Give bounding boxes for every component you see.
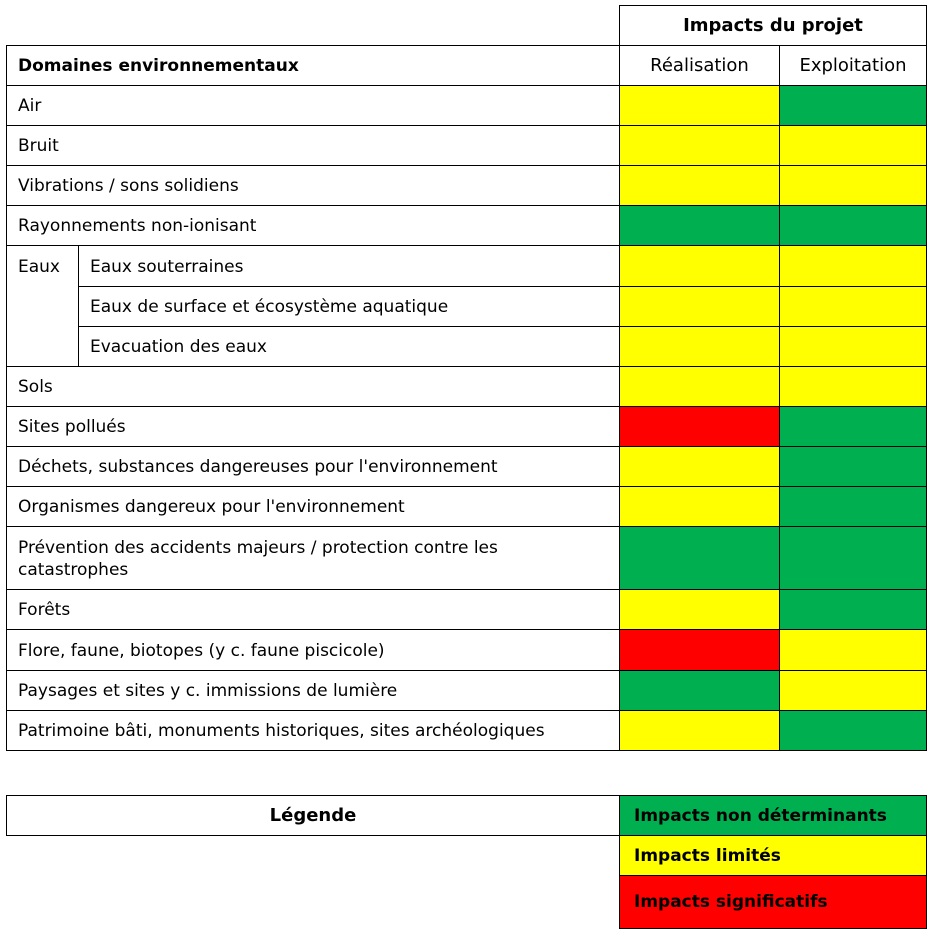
cell-realisation xyxy=(620,407,779,447)
cell-exploitation xyxy=(780,367,926,407)
cell-realisation xyxy=(620,671,779,711)
domain-label: Forêts xyxy=(18,600,71,620)
domain-label: Déchets, substances dangereuses pour l'environnement xyxy=(18,457,498,477)
domain-label: Air xyxy=(18,96,42,116)
col-realisation-header: Réalisation xyxy=(650,55,749,76)
domain-label: Eaux de surface et écosystème aquatique xyxy=(90,297,449,317)
cell-realisation xyxy=(620,527,779,590)
domain-label: Prévention des accidents majeurs / protection contre les catastrophes xyxy=(18,537,498,580)
cell-exploitation xyxy=(780,407,926,447)
cell-exploitation xyxy=(780,287,926,327)
domains-header: Domaines environnementaux xyxy=(18,56,299,76)
col-exploitation-header: Exploitation xyxy=(799,55,907,76)
domain-label: Flore, faune, biotopes (y c. faune piscicole) xyxy=(18,640,385,661)
cell-exploitation xyxy=(780,327,926,367)
cell-exploitation xyxy=(780,487,926,527)
cell-realisation xyxy=(620,327,779,367)
domain-label: Paysages et sites y c. immissions de lumière xyxy=(18,681,398,701)
impacts-header: Impacts du projet xyxy=(683,14,863,36)
domain-label: Rayonnements non-ionisant xyxy=(18,216,257,236)
cell-exploitation xyxy=(780,711,926,751)
cell-realisation xyxy=(620,86,779,126)
legend-title: Légende xyxy=(269,804,357,826)
cell-exploitation xyxy=(780,447,926,487)
legend-item-limites: Impacts limités xyxy=(620,836,926,876)
cell-realisation xyxy=(620,590,779,630)
domain-label: Eaux souterraines xyxy=(90,256,244,277)
cell-realisation xyxy=(620,447,779,487)
domain-label: Sols xyxy=(18,377,53,397)
cell-exploitation xyxy=(780,671,926,711)
cell-exploitation xyxy=(780,527,926,590)
domain-label: Evacuation des eaux xyxy=(90,337,267,357)
cell-realisation xyxy=(620,246,779,287)
cell-realisation xyxy=(620,287,779,327)
legend-item-significatifs: Impacts significatifs xyxy=(620,876,926,928)
domain-label: Patrimoine bâti, monuments historiques, sites archéologiques xyxy=(18,721,545,741)
domain-label: Vibrations / sons solidiens xyxy=(18,176,239,196)
legend-item-non-determinants: Impacts non déterminants xyxy=(620,796,926,835)
cell-exploitation xyxy=(780,206,926,246)
cell-exploitation xyxy=(780,86,926,126)
cell-realisation xyxy=(620,126,779,166)
domain-label: Sites pollués xyxy=(18,417,126,437)
cell-realisation xyxy=(620,711,779,751)
domain-label: Organismes dangereux pour l'environnement xyxy=(18,497,405,517)
cell-realisation xyxy=(620,630,779,671)
cell-exploitation xyxy=(780,590,926,630)
cell-realisation xyxy=(620,166,779,206)
cell-realisation xyxy=(620,206,779,246)
cell-exploitation xyxy=(780,166,926,206)
cell-exploitation xyxy=(780,630,926,671)
domain-label: Bruit xyxy=(18,136,59,156)
cell-realisation xyxy=(620,487,779,527)
cell-realisation xyxy=(620,367,779,407)
cell-exploitation xyxy=(780,246,926,287)
group-label-eaux: Eaux xyxy=(18,256,60,277)
cell-exploitation xyxy=(780,126,926,166)
